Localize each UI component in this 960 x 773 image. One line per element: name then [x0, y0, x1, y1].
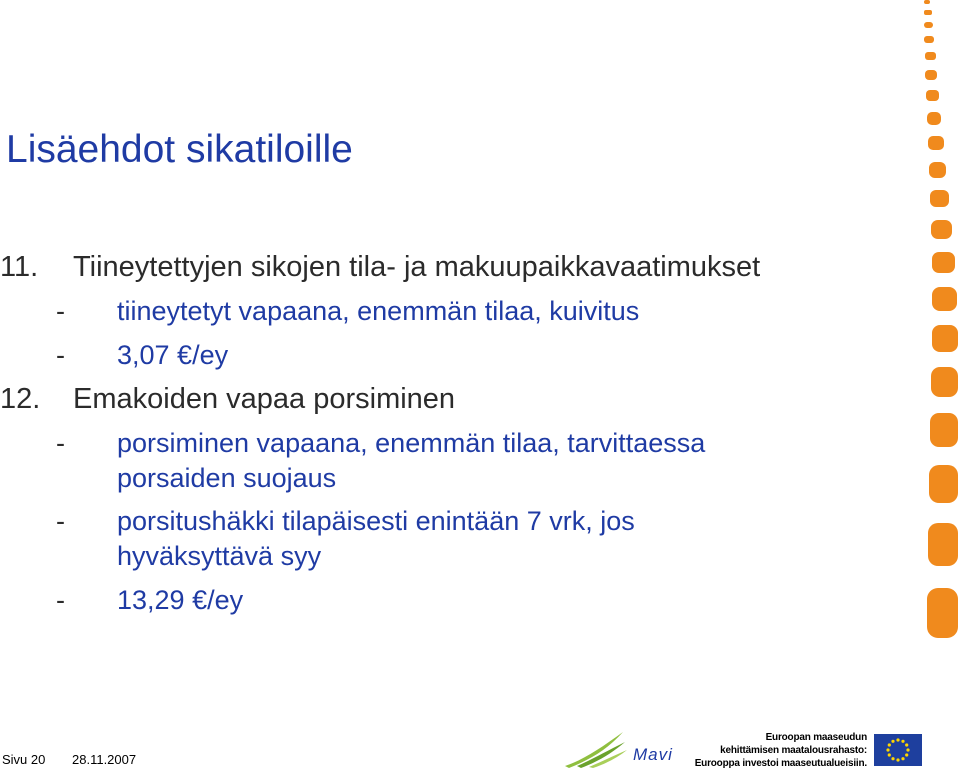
- item-heading-11: Tiineytettyjen sikojen tila- ja makuupaikkavaatimukset: [73, 251, 761, 283]
- bullet-text-continued: hyväksyttävä syy: [117, 541, 322, 571]
- eafrd-fund-text: [695, 731, 867, 770]
- slide-title: Lisäehdot sikatiloille: [6, 128, 353, 171]
- item-heading-12: Emakoiden vapaa porsiminen: [73, 383, 456, 415]
- bullet-dash: -: [56, 428, 65, 458]
- mavi-logo-text: Mavi: [633, 745, 673, 764]
- footer-date: 28.11.2007: [72, 752, 137, 767]
- fund-line: Euroopan maaseudun: [765, 732, 867, 743]
- bullet-dash: -: [56, 506, 65, 536]
- bullet-dash: -: [56, 585, 65, 615]
- item-number-11: 11.: [0, 251, 39, 283]
- bullet-price: 3,07 €/ey: [117, 340, 229, 370]
- bullet-text: porsiminen vapaana, enemmän tilaa, tarvittaessa: [117, 428, 706, 458]
- mavi-logo-icon: [563, 728, 633, 773]
- page-number: Sivu 20: [2, 752, 46, 767]
- bullet-dash: -: [56, 340, 65, 370]
- eu-flag-icon: [874, 734, 922, 766]
- bullet-dash: -: [56, 296, 65, 326]
- fund-line: Eurooppa investoi maaseutualueisiin.: [694, 758, 867, 769]
- bullet-text: tiineytetyt vapaana, enemmän tilaa, kuivitus: [117, 296, 640, 326]
- bullet-text-continued: porsaiden suojaus: [117, 463, 337, 493]
- fund-line: kehittämisen maatalousrahasto:: [720, 745, 867, 756]
- bullet-price: 13,29 €/ey: [117, 585, 244, 615]
- item-number-12: 12.: [0, 383, 41, 415]
- orange-arc-decoration: [820, 0, 960, 660]
- bullet-text: porsitushäkki tilapäisesti enintään 7 vrk, jos: [117, 506, 635, 536]
